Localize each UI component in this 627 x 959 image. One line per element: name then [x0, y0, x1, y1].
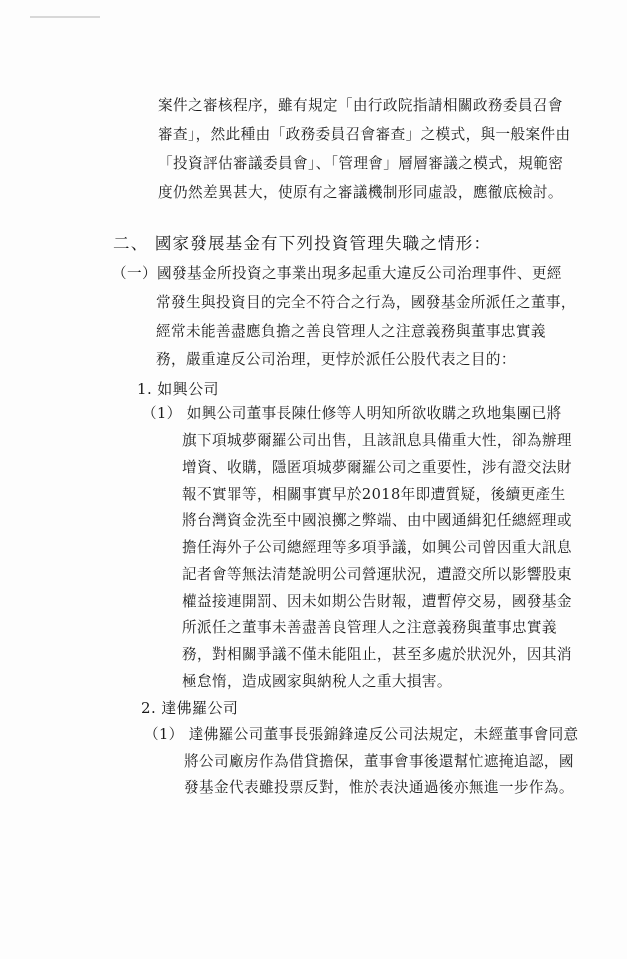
intro-line-3: 「投資評估審議委員會」、「管理會」層層審議之模式，規範密 [158, 155, 564, 172]
company-one-line-9: 所派任之董事未善盡善良管理人之注意義務與董事忠實義 [182, 619, 557, 636]
company-two-line-2: 將公司廠房作為借貸擔保，董事會事後還幫忙遮掩追認，國 [184, 753, 574, 770]
company-one-line-3: 增資、收購，隱匿項城夢爾羅公司之重要性，涉有證交法財 [182, 459, 572, 476]
intro-line-4: 度仍然差異甚大，使原有之審議機制形同虛設，應徹底檢討。 [158, 184, 563, 201]
company-one-line-11: 極怠惰，造成國家與納稅人之重大損害。 [182, 673, 452, 690]
company-one-line-2: 旗下項城夢爾羅公司出售，且該訊息具備重大性，卻為辦理 [182, 432, 572, 449]
company-two-line-1: （1） 達佛羅公司董事長張錦鋒違反公司法規定，未經董事會同意 [144, 726, 579, 743]
company-one-line-1: （1） 如興公司董事長陳仕修等人明知所欲收購之玖地集團已將 [142, 405, 562, 422]
company-two-title: 2. 達佛羅公司 [141, 699, 239, 717]
company-one-title: 1. 如興公司 [137, 380, 219, 398]
company-one-line-5: 將台灣資金洗至中國浪擲之弊端、由中國通緝犯任總經理或 [182, 512, 572, 529]
company-one-line-7: 記者會等無法清楚說明公司營運狀況，遭證交所以影響股東 [182, 566, 572, 583]
section-two-heading: 二、 國家發展基金有下列投資管理失職之情形： [113, 234, 492, 253]
company-two-line-3: 發基金代表雖投票反對，惟於表決通過後亦無進一步作為。 [184, 779, 574, 796]
company-one-line-4: 報不實罪等，相關事實早於2018年即遭質疑，後續更產生 [182, 486, 566, 503]
intro-line-1: 案件之審核程序，雖有規定「由行政院指請相關政務委員召會 [158, 97, 563, 114]
item-one-line-2: 常發生與投資目的完全不符合之行為，國發基金所派任之董事， [156, 294, 576, 311]
company-one-line-8: 權益接連開罰、因未如期公告財報，遭暫停交易，國發基金 [182, 593, 572, 610]
scan-artifact [30, 16, 100, 18]
item-one-line-3: 經常未能善盡應負擔之善良管理人之注意義務與董事忠實義 [156, 323, 546, 340]
item-one-line-1: （一）國發基金所投資之事業出現多起重大違反公司治理事件、更經 [112, 265, 562, 282]
item-one-line-4: 務，嚴重違反公司治理，更悖於派任公股代表之目的： [156, 351, 516, 368]
intro-line-2: 審查」，然此種由「政務委員召會審查」之模式，與一般案件由 [158, 126, 571, 143]
company-one-line-10: 務，對相關爭議不僅未能阻止，甚至多處於狀況外，因其消 [182, 646, 572, 663]
company-one-line-6: 擔任海外子公司總經理等多項爭議，如興公司曾因重大訊息 [182, 539, 572, 556]
